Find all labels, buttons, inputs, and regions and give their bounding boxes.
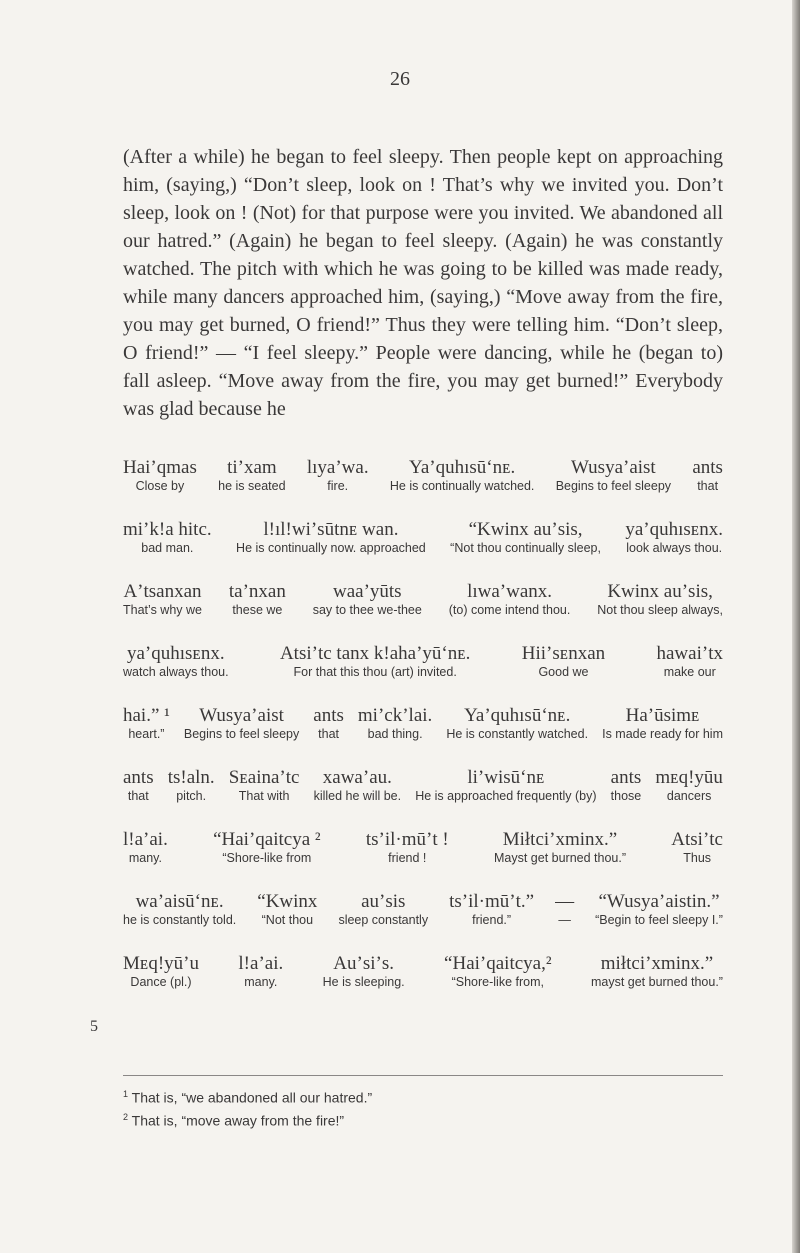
english-gloss: dancers — [666, 789, 712, 803]
english-gloss: look always thou. — [626, 541, 723, 555]
english-gloss: these we — [232, 603, 283, 617]
native-word: “Kwinx auʼsis, — [468, 519, 583, 540]
native-word: xawaʼau. — [322, 767, 392, 788]
word-unit — [390, 457, 535, 494]
native-word: Auʼsiʼs. — [333, 953, 394, 974]
word-unit — [238, 953, 283, 990]
native-word: liʼwisū‘nᴇ — [467, 767, 545, 788]
native-word: Atsiʼtc tanx k!ahaʼyū‘nᴇ. — [279, 643, 471, 664]
english-gloss: killed he will be. — [313, 789, 402, 803]
english-gloss: that — [318, 727, 339, 741]
prose-paragraph: (After a while) he began to feel sleepy. Then people kept on approaching him, (saying,) “Don’t sleep, look on ! That’s why we invited you. Don’t sleep, look on ! (Not) for that purpose were you invited. We abandoned all our hatred.” (Again) he began to feel sleepy. (Again) he was constantly watched. The pitch with which he was going to be killed was made ready, while many dancers approached him, (saying,) “Move away from the fire, you may get burned, O friend!” Thus they were telling him. “Don’t sleep, O friend!” — “I feel sleepy.” People were dancing, while he (began to) fall asleep. “Move away from the fire, you may get burned!” Everybody was glad because he — [123, 146, 723, 420]
word-unit — [123, 581, 202, 618]
word-unit — [123, 643, 229, 680]
native-word: hawaiʼtx — [656, 643, 723, 664]
word-unit — [229, 767, 300, 804]
footnote — [123, 1108, 723, 1131]
native-word: miłtciʼxminx.” — [600, 953, 714, 974]
word-unit — [450, 519, 601, 556]
word-unit — [358, 705, 432, 742]
interlinear-text — [123, 457, 723, 1015]
word-unit — [444, 953, 552, 990]
native-word: l!ıl!wiʼsūtnᴇ wan. — [263, 519, 399, 540]
interlinear-line — [123, 767, 723, 829]
english-gloss: For that this thou (art) invited. — [293, 665, 457, 679]
native-word: l!aʼai. — [238, 953, 284, 974]
native-word: Atsiʼtc — [671, 829, 723, 850]
word-unit — [692, 457, 723, 494]
native-word: Aʼtsanxan — [123, 581, 202, 602]
english-gloss: Begins to feel sleepy — [183, 727, 300, 741]
word-unit — [671, 829, 723, 866]
word-unit — [449, 581, 571, 618]
english-gloss: sleep constantly — [338, 913, 429, 927]
english-gloss: Is made ready for him — [602, 727, 723, 741]
english-gloss: friend.” — [472, 913, 512, 927]
native-word: mᴇq!yūu — [655, 767, 723, 788]
interlinear-line — [123, 643, 723, 705]
footnote-mark: 2 — [123, 1111, 129, 1122]
native-word: lıyaʼwa. — [306, 457, 369, 478]
word-unit — [123, 891, 236, 928]
page-edge — [792, 0, 800, 1253]
word-unit — [168, 767, 215, 804]
english-gloss: make our — [663, 665, 716, 679]
english-gloss: Begins to feel sleepy — [555, 479, 672, 493]
native-word: — — [555, 891, 575, 912]
english-gloss: “Begin to feel sleepy I.” — [595, 913, 723, 927]
word-unit — [314, 767, 402, 804]
native-word: “Wusyaʼaistin.” — [598, 891, 720, 912]
word-unit — [123, 767, 154, 804]
english-gloss: bad thing. — [367, 727, 423, 741]
native-word: ants — [610, 767, 642, 788]
interlinear-line — [123, 581, 723, 643]
native-word: Miłtciʼxminx.” — [502, 829, 618, 850]
word-unit — [591, 953, 723, 990]
interlinear-line — [123, 953, 723, 1015]
native-word: “Haiʼqaitcya,² — [444, 953, 552, 974]
english-gloss: “Shore-like from, — [451, 975, 544, 989]
english-gloss: Not thou sleep always, — [597, 603, 723, 617]
word-unit — [338, 891, 428, 928]
english-gloss: “Not thou — [261, 913, 314, 927]
word-unit — [229, 581, 286, 618]
word-unit — [494, 829, 626, 866]
english-gloss: (to) come intend thou. — [448, 603, 571, 617]
word-unit — [415, 767, 596, 804]
native-word: Wusyaʼaist — [571, 457, 656, 478]
native-word: tiʼxam — [227, 457, 277, 478]
footnote-mark: 1 — [123, 1089, 129, 1099]
word-unit — [236, 519, 426, 556]
page-number: 26 — [390, 68, 410, 90]
native-word: miʼk!a hitc. — [123, 519, 212, 540]
english-gloss: He is approached frequently (by) — [415, 789, 597, 803]
native-word: Wusyaʼaist — [199, 705, 284, 726]
english-gloss: That’s why we — [123, 603, 202, 617]
native-word: Yaʼquhısū‘nᴇ. — [464, 705, 571, 726]
word-unit — [218, 457, 285, 494]
english-gloss: That with — [238, 789, 290, 803]
word-unit — [597, 581, 723, 618]
english-gloss: fire. — [327, 479, 349, 493]
word-unit — [556, 457, 671, 494]
interlinear-line — [123, 519, 723, 581]
native-word: Sᴇainaʼtc — [228, 767, 300, 788]
english-gloss: Close by — [135, 479, 185, 493]
footnote-text: That is, “we abandoned all our hatred.” — [131, 1089, 373, 1106]
word-unit — [555, 891, 574, 928]
native-word: auʼsis — [361, 891, 406, 912]
english-gloss: Mayst get burned thou.” — [493, 851, 627, 865]
english-gloss: He is continually watched. — [389, 479, 535, 493]
native-word: waʼaisū‘nᴇ. — [135, 891, 224, 912]
english-gloss: that — [697, 479, 719, 493]
native-word: taʼnxan — [228, 581, 286, 602]
native-word: yaʼquhısᴇnx. — [126, 643, 225, 664]
word-unit — [213, 829, 321, 866]
english-gloss: He is constantly watched. — [446, 727, 589, 741]
interlinear-line — [123, 891, 723, 953]
word-unit — [184, 705, 299, 742]
native-word: “Kwinx — [257, 891, 318, 912]
english-gloss: heart.” — [128, 727, 165, 741]
english-gloss: Good we — [538, 665, 589, 679]
english-gloss: “Not thou continually sleep, — [450, 541, 601, 555]
english-gloss: pitch. — [176, 789, 207, 803]
word-unit — [307, 457, 369, 494]
english-gloss: say to thee we-thee — [312, 603, 422, 617]
english-gloss: Thus — [683, 851, 712, 865]
native-word: “Haiʼqaitcya ² — [213, 829, 321, 850]
native-word: Hiiʼsᴇnxan — [521, 643, 606, 664]
english-gloss: Dance (pl.) — [130, 975, 192, 989]
native-word: l!aʼai. — [123, 829, 168, 850]
word-unit — [446, 705, 588, 742]
word-unit — [366, 829, 449, 866]
line-number-marker: 5 — [90, 1018, 98, 1035]
native-word: ts!aln. — [167, 767, 215, 788]
english-gloss: He is sleeping. — [322, 975, 405, 989]
native-word: ants — [692, 457, 723, 478]
footnotes — [123, 1085, 723, 1130]
english-gloss: friend ! — [388, 851, 427, 865]
word-unit — [123, 953, 199, 990]
english-gloss: He is continually now. approached — [236, 541, 426, 555]
word-unit — [611, 767, 642, 804]
english-gloss: that — [127, 789, 149, 803]
english-gloss: mayst get burned thou.” — [590, 975, 723, 989]
word-unit — [522, 643, 605, 680]
native-word: ts’il·mūʼt ! — [365, 829, 449, 850]
interlinear-line — [123, 705, 723, 767]
native-word: ants — [123, 767, 154, 788]
interlinear-line — [123, 829, 723, 891]
word-unit — [657, 643, 723, 680]
native-word: Kwinx auʼsis, — [607, 581, 713, 602]
native-word: yaʼquhısᴇnx. — [625, 519, 723, 540]
footnote — [123, 1085, 723, 1108]
word-unit — [123, 457, 197, 494]
footnote-divider — [123, 1075, 723, 1076]
word-unit — [280, 643, 470, 680]
native-word: waaʼyūts — [332, 581, 402, 602]
word-unit — [595, 891, 723, 928]
english-gloss: those — [610, 789, 642, 803]
native-word: miʼck’lai. — [357, 705, 433, 726]
english-gloss: he is seated — [218, 479, 286, 493]
word-unit — [602, 705, 723, 742]
word-unit — [313, 705, 344, 742]
english-gloss: watch always thou. — [123, 665, 229, 679]
english-gloss: — — [558, 913, 571, 927]
native-word: lıwaʼwanx. — [467, 581, 553, 602]
word-unit — [123, 705, 170, 742]
native-word: Yaʼquhısū‘nᴇ. — [409, 457, 516, 478]
english-gloss: bad man. — [141, 541, 194, 555]
footnote-text: That is, “move away from the fire!” — [131, 1112, 345, 1129]
english-gloss: many. — [244, 975, 278, 989]
word-unit — [123, 829, 168, 866]
native-word: hai.” ¹ — [123, 705, 170, 726]
english-gloss: “Shore-like from — [222, 851, 312, 865]
native-word: Mᴇq!yūʼu — [123, 953, 199, 974]
native-word: Haiʼqmas — [123, 457, 197, 478]
interlinear-line — [123, 457, 723, 519]
word-unit — [123, 519, 212, 556]
word-unit — [625, 519, 723, 556]
english-gloss: he is constantly told. — [123, 913, 237, 927]
word-unit — [323, 953, 405, 990]
word-unit — [257, 891, 317, 928]
native-word: ts’il·mūʼt.” — [449, 891, 535, 912]
word-unit — [655, 767, 723, 804]
english-gloss: many. — [128, 851, 162, 865]
word-unit — [449, 891, 534, 928]
word-unit — [313, 581, 422, 618]
native-word: ants — [313, 705, 344, 726]
native-word: Haʼūsimᴇ — [625, 705, 700, 726]
